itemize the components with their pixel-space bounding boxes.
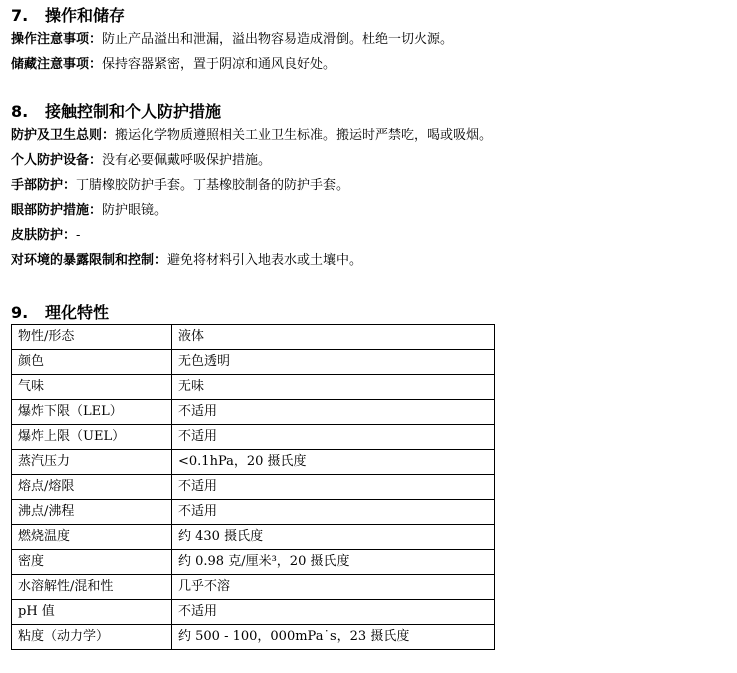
property-name: 爆炸上限（UEL） (12, 425, 172, 450)
section-9-title: 理化特性 (45, 303, 110, 322)
table-row (12, 500, 495, 525)
property-value: 约 500 - 100，000mPa˙s，23 摄氏度 (172, 625, 495, 650)
property-value: 约 0.98 克/厘米³，20 摄氏度 (172, 550, 495, 575)
table-row (12, 450, 495, 475)
environmental-exposure-text: 避免将材料引入地表水或土壤中。 (167, 253, 363, 268)
property-name: 熔点/熔限 (12, 475, 172, 500)
table-row (12, 425, 495, 450)
property-name: 蒸汽压力 (12, 450, 172, 475)
table-row (12, 400, 495, 425)
property-name: 物性/形态 (12, 325, 172, 350)
ppe-label: 个人防护设备： (11, 153, 103, 168)
property-value: 不适用 (172, 475, 495, 500)
property-name: 燃烧温度 (12, 525, 172, 550)
skin-protection-text: - (76, 228, 81, 243)
section-8 (11, 101, 492, 273)
general-hygiene-label: 防护及卫生总则： (11, 128, 116, 143)
environmental-exposure-label: 对环境的暴露限制和控制： (11, 253, 168, 268)
property-name: 气味 (12, 375, 172, 400)
property-value: <0.1hPa，20 摄氏度 (172, 450, 495, 475)
property-name: 沸点/沸程 (12, 500, 172, 525)
property-name: 颜色 (12, 350, 172, 375)
section-8-title: 接触控制和个人防护措施 (45, 102, 222, 121)
storage-label: 储藏注意事项： (11, 57, 103, 72)
handling-label: 操作注意事项： (11, 32, 103, 47)
table-row (12, 475, 495, 500)
property-value: 不适用 (172, 600, 495, 625)
table-row (12, 525, 495, 550)
section-7-title: 操作和储存 (45, 6, 126, 25)
general-hygiene-text: 搬运化学物质遵照相关工业卫生标准。搬运时严禁吃，喝或吸烟。 (115, 128, 493, 143)
property-name: 密度 (12, 550, 172, 575)
ppe-text: 没有必要佩戴呼吸保护措施。 (102, 153, 272, 168)
eye-protection-label: 眼部防护措施： (11, 203, 103, 218)
property-name: 爆炸下限（LEL） (12, 400, 172, 425)
environmental-exposure-controls (11, 248, 492, 273)
table-row (12, 325, 495, 350)
hand-protection (11, 173, 492, 198)
property-value: 不适用 (172, 400, 495, 425)
section-7-number: 7. (11, 6, 29, 25)
storage-precautions (11, 52, 453, 77)
section-9-heading (11, 302, 109, 324)
property-value: 液体 (172, 325, 495, 350)
property-name: 粘度（动力学） (12, 625, 172, 650)
table-row (12, 350, 495, 375)
section-7 (11, 5, 453, 77)
property-value: 不适用 (172, 425, 495, 450)
property-value: 几乎不溶 (172, 575, 495, 600)
hand-protection-text: 丁腈橡胶防护手套。丁基橡胶制备的防护手套。 (76, 178, 350, 193)
handling-text: 防止产品溢出和泄漏，溢出物容易造成滑倒。杜绝一切火源。 (102, 32, 454, 47)
storage-text: 保持容器紧密，置于阴凉和通风良好处。 (102, 57, 337, 72)
skin-protection-label: 皮肤防护： (11, 228, 77, 243)
skin-protection (11, 223, 492, 248)
property-value: 无味 (172, 375, 495, 400)
hand-protection-label: 手部防护： (11, 178, 77, 193)
property-value: 无色透明 (172, 350, 495, 375)
eye-protection (11, 198, 492, 223)
table-row (12, 375, 495, 400)
property-value: 不适用 (172, 500, 495, 525)
table-row (12, 625, 495, 650)
section-8-number: 8. (11, 102, 29, 121)
property-name: pH 值 (12, 600, 172, 625)
property-name: 水溶解性/混和性 (12, 575, 172, 600)
general-hygiene (11, 123, 492, 148)
handling-precautions (11, 27, 453, 52)
eye-protection-text: 防护眼镜。 (102, 203, 168, 218)
property-value: 约 430 摄氏度 (172, 525, 495, 550)
physical-chemical-properties-table (11, 324, 495, 650)
section-8-heading (11, 101, 492, 123)
table-row (12, 575, 495, 600)
section-9-number: 9. (11, 303, 29, 322)
personal-protective-equipment (11, 148, 492, 173)
section-7-heading (11, 5, 453, 27)
table-row (12, 550, 495, 575)
table-row (12, 600, 495, 625)
